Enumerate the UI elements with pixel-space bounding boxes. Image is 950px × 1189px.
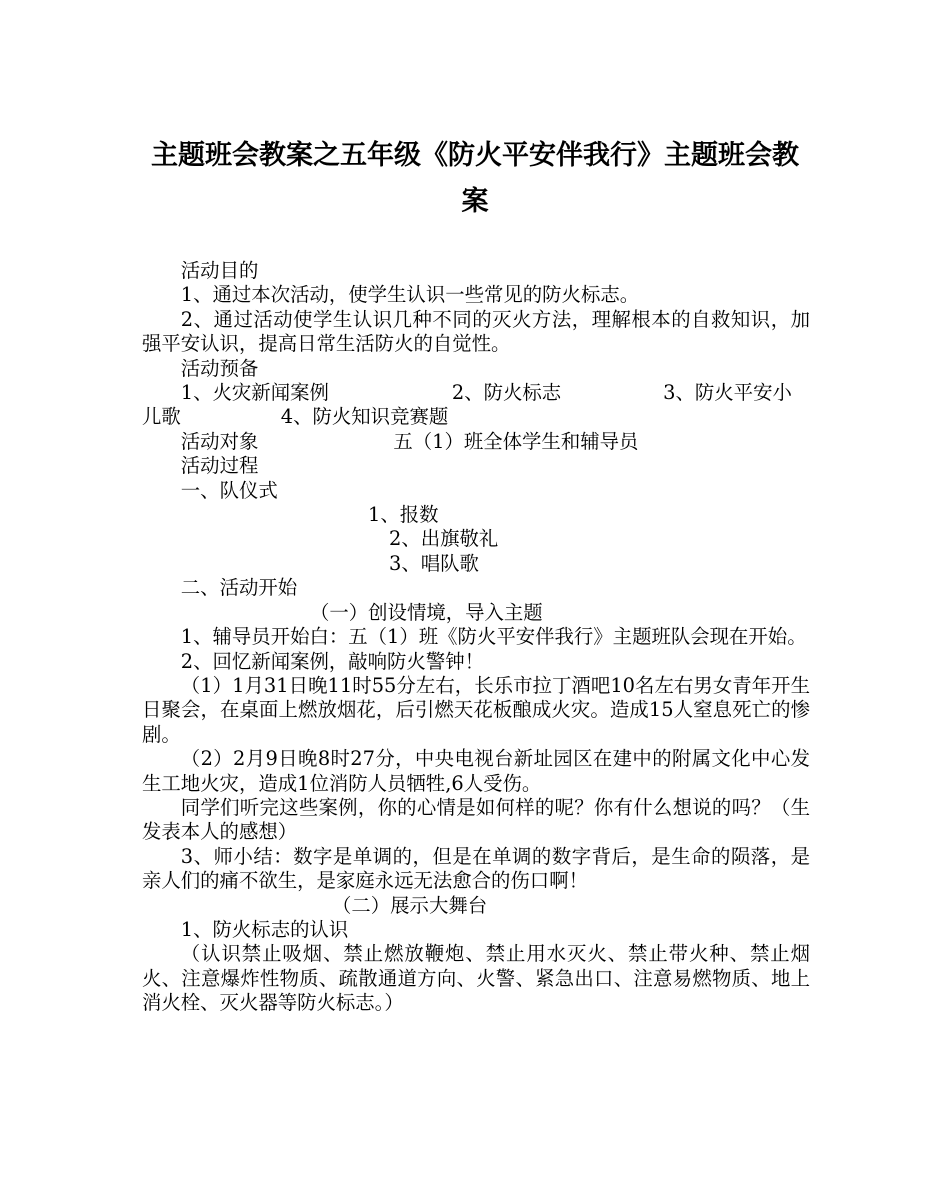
sign-heading: 1、防火标志的认识	[180, 917, 349, 941]
target-value: 五（1）班全体学生和辅导员	[393, 429, 639, 453]
target-line	[142, 430, 810, 454]
discussion-question: 同学们听完这些案例，你的心情是如何样的呢？你有什么想说的吗？（生发表本人的感想）	[142, 795, 810, 844]
prep-item-2: 2、防火标志	[451, 381, 562, 405]
step-1: 1、辅导员开始白：五（1）班《防火平安伴我行》主题班队会现在开始。	[180, 625, 807, 649]
subsection-1-heading: （一）创设情境，导入主题	[310, 600, 543, 624]
prep-heading: 活动预备	[180, 356, 259, 380]
prep-item-4: 4、防火知识竞赛题	[280, 405, 449, 429]
ceremony-item-3: 3、唱队歌	[389, 551, 479, 575]
case-1: （1）1月31日晚11时55分左右，长乐市拉丁酒吧10名左右男女青年开生日聚会，在桌面上燃放烟花，后引燃天花板酿成火灾。造成15人窒息死亡的惨剧。	[142, 673, 810, 746]
sign-detail: （认识禁止吸烟、禁止燃放鞭炮、禁止用水灭火、禁止带火种、禁止烟火、注意爆炸性物质、疏散通道方向、火警、紧急出口、注意易燃物质、地上消火栓、灭火器等防火标志。）	[142, 942, 810, 1015]
section-2-heading: 二、活动开始	[180, 576, 298, 600]
purpose-item-1: 1、通过本次活动，使学生认识一些常见的防火标志。	[180, 283, 640, 307]
document-title: 主题班会教案之五年级《防火平安伴我行》主题班会教案	[151, 140, 799, 217]
ceremony-item-1: 1、报数	[368, 503, 439, 527]
target-label: 活动对象	[180, 429, 259, 453]
prep-list	[142, 381, 810, 430]
step-2: 2、回忆新闻案例，敲响防火警钟！	[180, 649, 484, 673]
purpose-heading: 活动目的	[180, 259, 259, 282]
case-2: （2）2月9日晚8时27分，中央电视台新址园区在建中的附属文化中心发生工地火灾，造成1位消防人员牺牲,6人受伤。	[142, 747, 810, 795]
purpose-item-2: 2、通过活动使学生认识几种不同的灭火方法，理解根本的自救知识，加强平安认识，提高日常生活防火的自觉性。	[142, 307, 810, 356]
step-3: 3、师小结：数字是单调的，但是在单调的数字背后，是生命的陨落，是亲人们的痛不欲生，是家庭永远无法愈合的伤口啊！	[142, 844, 810, 893]
subsection-2-heading: （二）展示大舞台	[332, 893, 488, 917]
section-1-heading: 一、队仪式	[180, 478, 278, 502]
document-body	[142, 259, 810, 1016]
prep-item-3: 3、防火平安小儿歌	[142, 381, 792, 429]
process-heading: 活动过程	[180, 454, 259, 478]
ceremony-item-2: 2、出旗敬礼	[389, 527, 499, 551]
prep-item-1: 1、火灾新闻案例	[180, 381, 329, 405]
